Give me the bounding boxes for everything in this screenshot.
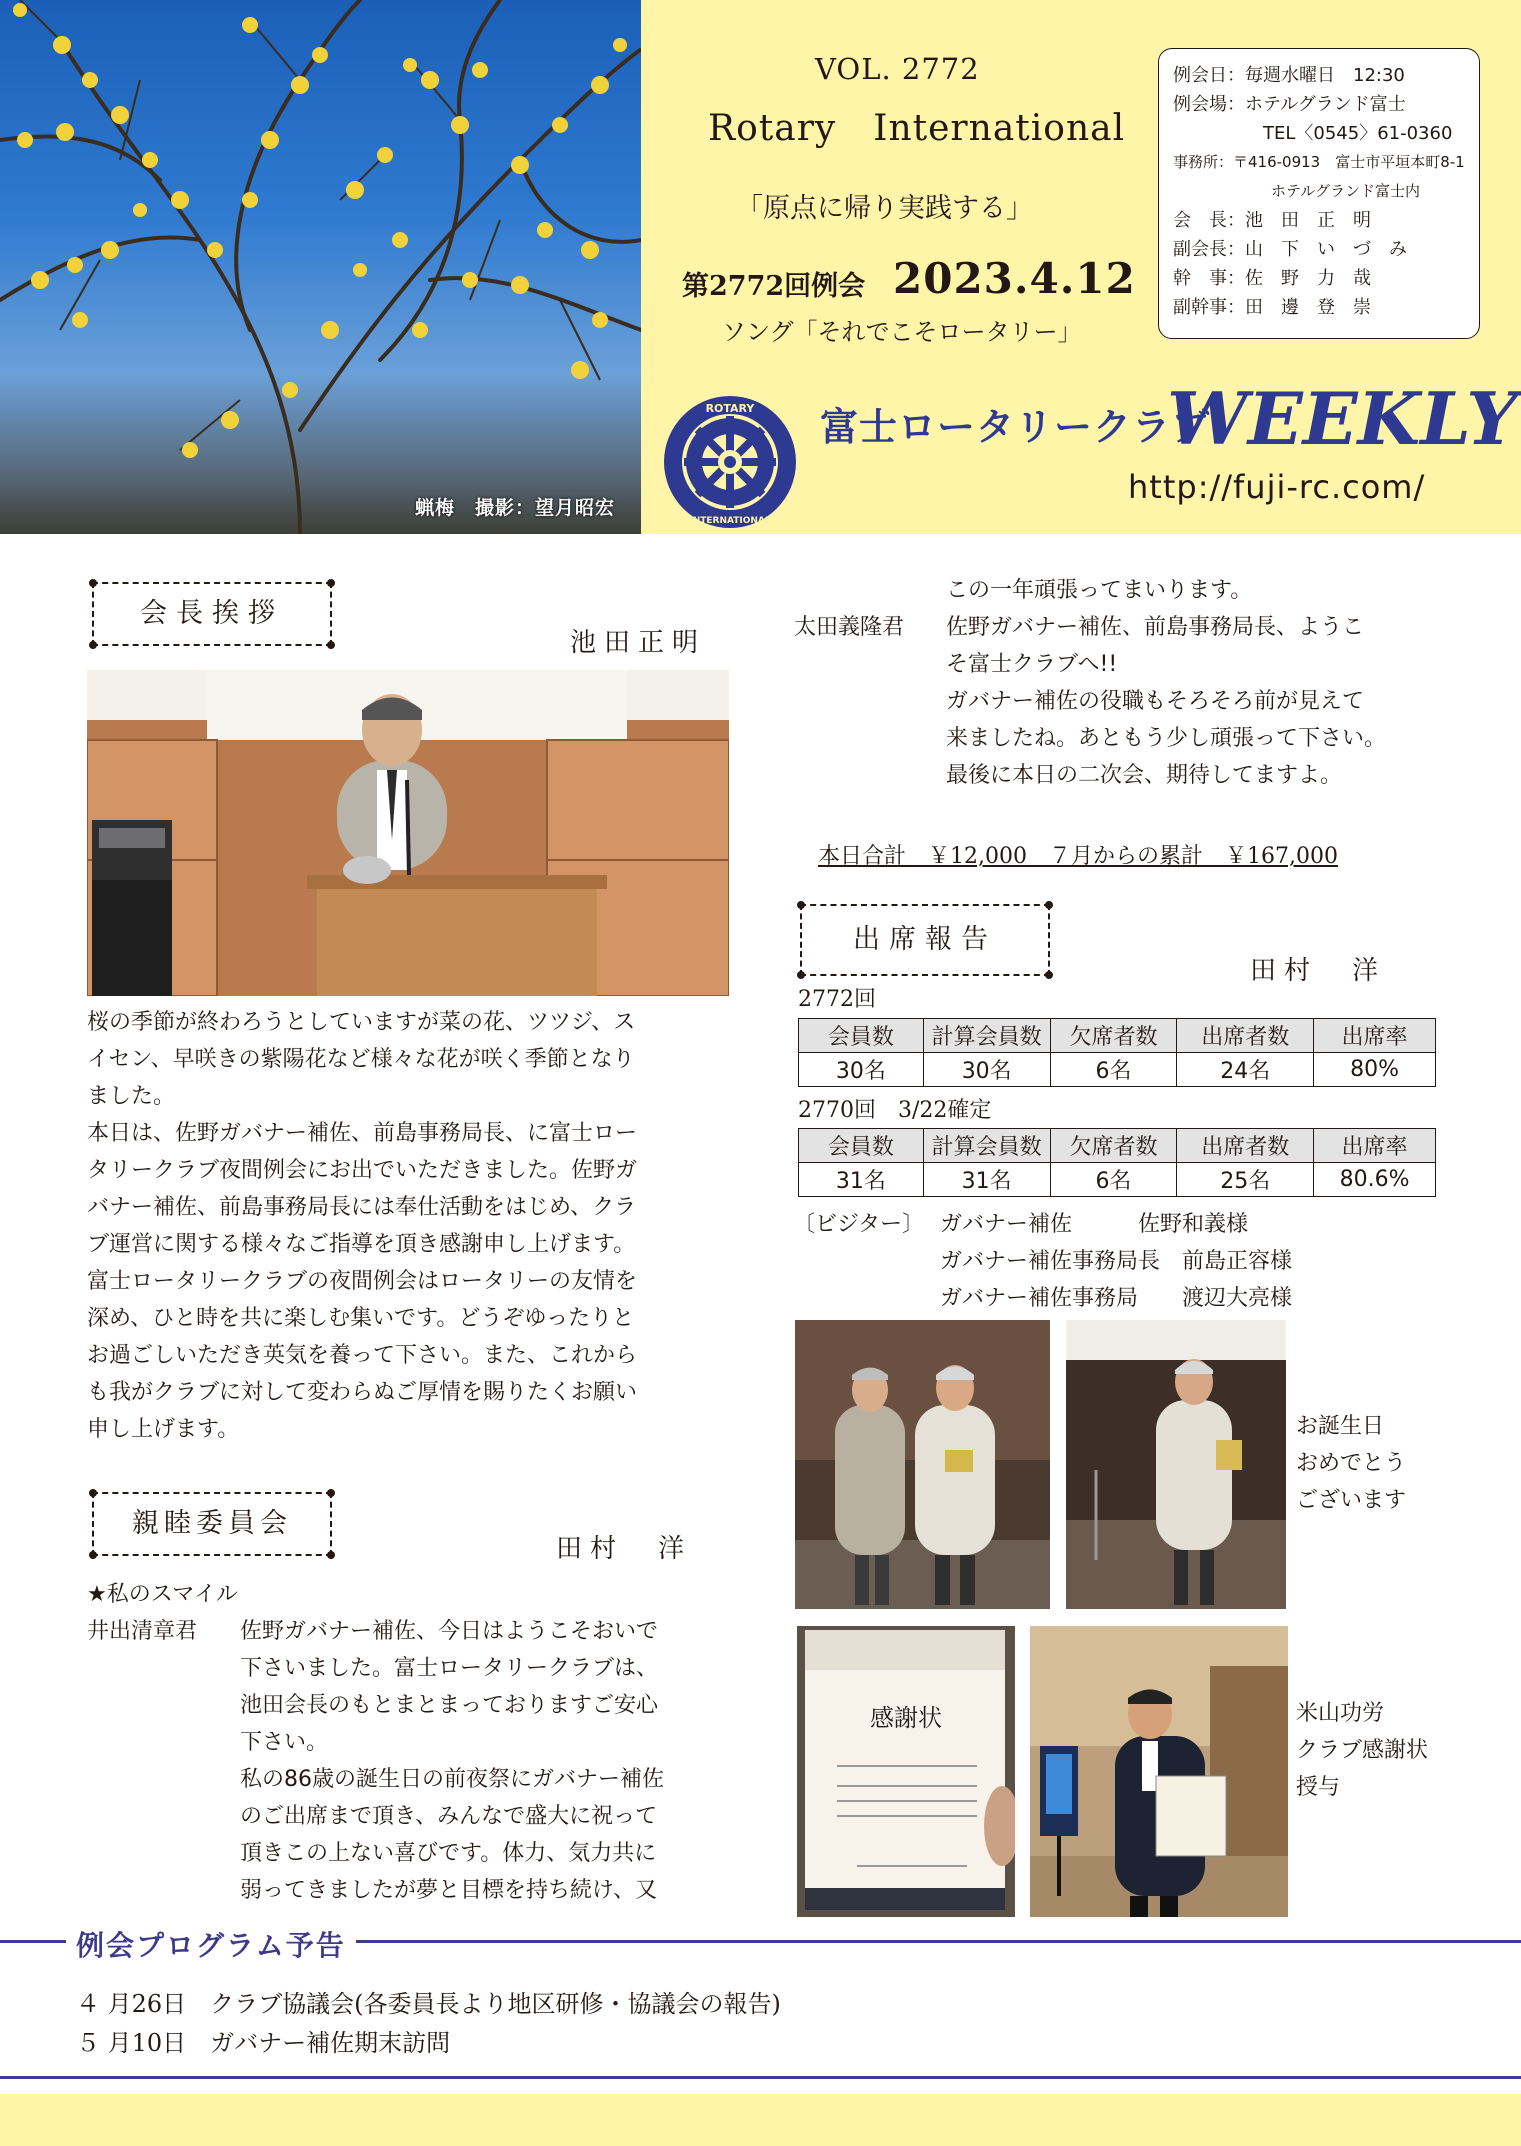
cover-photo-wintersweet xyxy=(0,0,641,534)
smile-line: 弱ってきましたが夢と目標を持ち続け、又 xyxy=(240,1878,658,1903)
cell-rate: 80% xyxy=(1314,1053,1436,1087)
table-row xyxy=(799,1163,1436,1197)
cell-rate: 80.6% xyxy=(1314,1163,1436,1197)
table-header-row xyxy=(799,1019,1436,1053)
meeting-number: 第2772回例会 xyxy=(682,271,866,302)
info-secretary: 幹 事：佐 野 力 哉 xyxy=(1173,268,1371,289)
certificate-photo xyxy=(797,1626,1015,1917)
greeting-line: 桜の季節が終わろうとしていますが菜の花、ツツジ、ス xyxy=(87,1010,636,1035)
organization-name: Rotary International xyxy=(708,108,1126,149)
greeting-body xyxy=(87,1004,737,1448)
annual-theme: 「原点に帰り実践する」 xyxy=(736,193,1033,224)
col-absent: 欠席者数 xyxy=(1050,1129,1177,1163)
smile-line: 来ましたね。あともう少し頑張って下さい。 xyxy=(946,726,1387,751)
col-calc-members: 計算会員数 xyxy=(923,1019,1050,1053)
meeting1-label: 2772回 xyxy=(798,987,876,1012)
heading-text: 出席報告 xyxy=(853,924,997,955)
heading-attendance-report xyxy=(800,904,1050,976)
heading-president-greeting xyxy=(92,582,332,646)
award-photo xyxy=(1030,1626,1288,1917)
attendance-table-2770 xyxy=(798,1128,1436,1197)
info-president: 会 長：池 田 正 明 xyxy=(1173,210,1371,231)
cell-present: 24名 xyxy=(1177,1053,1314,1087)
cell-calc-members: 31名 xyxy=(923,1163,1050,1197)
smile-line: ガバナー補佐の役職もそろそろ前が見えて xyxy=(946,689,1365,714)
greeting-line: ました。 xyxy=(87,1084,176,1109)
visitor-item: ガバナー補佐事務局長 前島正容様 xyxy=(940,1249,1293,1274)
smile-message-1 xyxy=(240,1613,740,1909)
heading-text: 親睦委員会 xyxy=(132,1508,292,1539)
greeting-line: 富士ロータリークラブの夜間例会はロータリーの友情を xyxy=(87,1269,638,1294)
program-item: ４ 月26日 クラブ協議会(各委員長より地区研修・協議会の報告) xyxy=(76,1990,781,2018)
cell-calc-members: 30名 xyxy=(923,1053,1050,1087)
greeting-line: タリークラブ夜間例会にお出でいただきました。佐野ガ xyxy=(87,1158,638,1183)
greeting-line: ブ運営に関する様々なご指導を頂き感謝申し上げます。 xyxy=(87,1232,636,1257)
caption-line: 米山功労 xyxy=(1296,1701,1385,1726)
info-office-building: ホテルグランド富士内 xyxy=(1271,182,1420,200)
cell-members: 31名 xyxy=(799,1163,924,1197)
club-name: 富士ロータリークラブ xyxy=(820,404,1211,449)
award-caption xyxy=(1296,1695,1428,1806)
greeting-line: 本日は、佐野ガバナー補佐、前島事務局長、に富士ロー xyxy=(87,1121,638,1146)
heading-text: 会長挨拶 xyxy=(140,598,284,629)
logo-text-bottom: INTERNATIONAL xyxy=(689,516,771,526)
attendance-author: 田村 洋 xyxy=(1250,956,1387,986)
photo-caption: 蝋梅 撮影：望月昭宏 xyxy=(414,497,615,519)
table-row xyxy=(799,1053,1436,1087)
info-venue: 例会場：ホテルグランド富士 xyxy=(1173,94,1406,115)
info-vice-secretary: 副幹事：田 邊 登 崇 xyxy=(1173,297,1371,318)
table-header-row xyxy=(799,1129,1436,1163)
caption-line: ございます xyxy=(1296,1488,1407,1513)
col-members: 会員数 xyxy=(799,1019,924,1053)
col-rate: 出席率 xyxy=(1314,1129,1436,1163)
attendance-table-2772 xyxy=(798,1018,1436,1087)
smile-line: 私の86歳の誕生日の前夜祭にガバナー補佐 xyxy=(240,1767,664,1792)
certificate-title: 感謝状 xyxy=(870,1704,942,1732)
greeting-line: お過ごしいただき英気を養って下さい。また、これから xyxy=(87,1343,638,1368)
smile-line: 佐野ガバナー補佐、今日はようこそおいで xyxy=(240,1619,659,1644)
smile-line: 頂きこの上ない喜びです。体力、気力共に xyxy=(240,1841,657,1866)
smile-line: 佐野ガバナー補佐、前島事務局長、ようこ xyxy=(946,615,1365,640)
visitor-list xyxy=(940,1206,1460,1317)
logo-text-top: ROTARY xyxy=(705,402,755,415)
president-speech-photo xyxy=(87,670,729,996)
col-rate: 出席率 xyxy=(1314,1019,1436,1053)
smile-total: 本日合計 ￥12,000 ７月からの累計 ￥167,000 xyxy=(818,844,1338,869)
footer-band xyxy=(0,2094,1521,2146)
program-bottom-rule xyxy=(0,2076,1521,2079)
meeting-date: 2023.4.12 xyxy=(893,254,1136,303)
col-present: 出席者数 xyxy=(1177,1129,1314,1163)
smile-line: 下さいました。富士ロータリークラブは、 xyxy=(240,1656,659,1681)
birthday-photo-1 xyxy=(795,1320,1050,1609)
meeting2-label: 2770回 3/22確定 xyxy=(798,1098,992,1123)
caption-line: お誕生日 xyxy=(1296,1414,1385,1439)
greeting-line: バナー補佐、前島事務局長には奉仕活動をはじめ、クラ xyxy=(87,1195,637,1220)
smile-subheading: ★私のスマイル xyxy=(87,1582,238,1607)
rotary-logo xyxy=(660,392,800,536)
smile-line: 下さい。 xyxy=(240,1730,329,1755)
club-info-box xyxy=(1158,48,1480,339)
song-title: ソング「それでこそロータリー」 xyxy=(722,318,1082,346)
greeting-author: 池田正明 xyxy=(570,628,707,658)
smile-member-name: 太田義隆君 xyxy=(794,615,905,640)
volume-number: VOL. 2772 xyxy=(815,52,980,86)
smile-member-name: 井出清章君 xyxy=(87,1619,198,1644)
cell-members: 30名 xyxy=(799,1053,924,1087)
smile-line: のご出席まで頂き、みんなで盛大に祝って xyxy=(240,1804,658,1829)
club-url-link[interactable]: http://fuji-rc.com/ xyxy=(1128,468,1426,506)
info-meeting-day: 例会日：毎週水曜日 12:30 xyxy=(1173,65,1405,86)
smile-line: そ富士クラブへ!! xyxy=(946,652,1118,677)
greeting-line: イセン、早咲きの紫陽花など様々な花が咲く季節となり xyxy=(87,1047,635,1072)
smile-line: 池田会長のもとまとまっておりますご安心 xyxy=(240,1693,659,1718)
info-phone: TEL〈0545〉61-0360 xyxy=(1263,123,1453,144)
cell-absent: 6名 xyxy=(1050,1163,1177,1197)
birthday-caption xyxy=(1296,1408,1406,1519)
heading-fellowship-committee xyxy=(92,1492,332,1556)
cell-present: 25名 xyxy=(1177,1163,1314,1197)
info-office: 事務所：〒416-0913 富士市平垣本町8-1 xyxy=(1173,153,1465,171)
cell-absent: 6名 xyxy=(1050,1053,1177,1087)
caption-line: クラブ感謝状 xyxy=(1296,1738,1429,1763)
col-calc-members: 計算会員数 xyxy=(923,1129,1050,1163)
visitor-item: ガバナー補佐事務局 渡辺大亮様 xyxy=(940,1286,1293,1311)
program-title: 例会プログラム予告 xyxy=(66,1924,356,1964)
fellowship-author: 田村 洋 xyxy=(556,1534,693,1564)
smile-continued-line: この一年頑張ってまいります。 xyxy=(946,578,1253,603)
smile-message-2 xyxy=(946,609,1446,794)
greeting-line: 申し上げます。 xyxy=(87,1417,240,1442)
col-present: 出席者数 xyxy=(1177,1019,1314,1053)
smile-line: 最後に本日の二次会、期待してますよ。 xyxy=(946,763,1343,788)
birthday-photo-2 xyxy=(1066,1320,1286,1609)
col-members: 会員数 xyxy=(799,1129,924,1163)
visitor-label: 〔ビジター〕 xyxy=(793,1212,925,1237)
program-item: ５ 月10日 ガバナー補佐期末訪問 xyxy=(76,2029,451,2057)
caption-line: 授与 xyxy=(1296,1775,1341,1800)
greeting-line: 深め、ひと時を共に楽しむ集いです。どうぞゆったりと xyxy=(87,1306,635,1331)
visitor-item: ガバナー補佐 佐野和義様 xyxy=(940,1212,1249,1237)
newsletter-title: WEEKLY xyxy=(1167,376,1518,461)
col-absent: 欠席者数 xyxy=(1050,1019,1177,1053)
caption-line: おめでとう xyxy=(1296,1451,1407,1476)
greeting-line: も我がクラブに対して変わらぬご厚情を賜りたくお願い xyxy=(87,1380,638,1405)
info-vice-president: 副会長：山 下 い づ み xyxy=(1173,239,1407,260)
